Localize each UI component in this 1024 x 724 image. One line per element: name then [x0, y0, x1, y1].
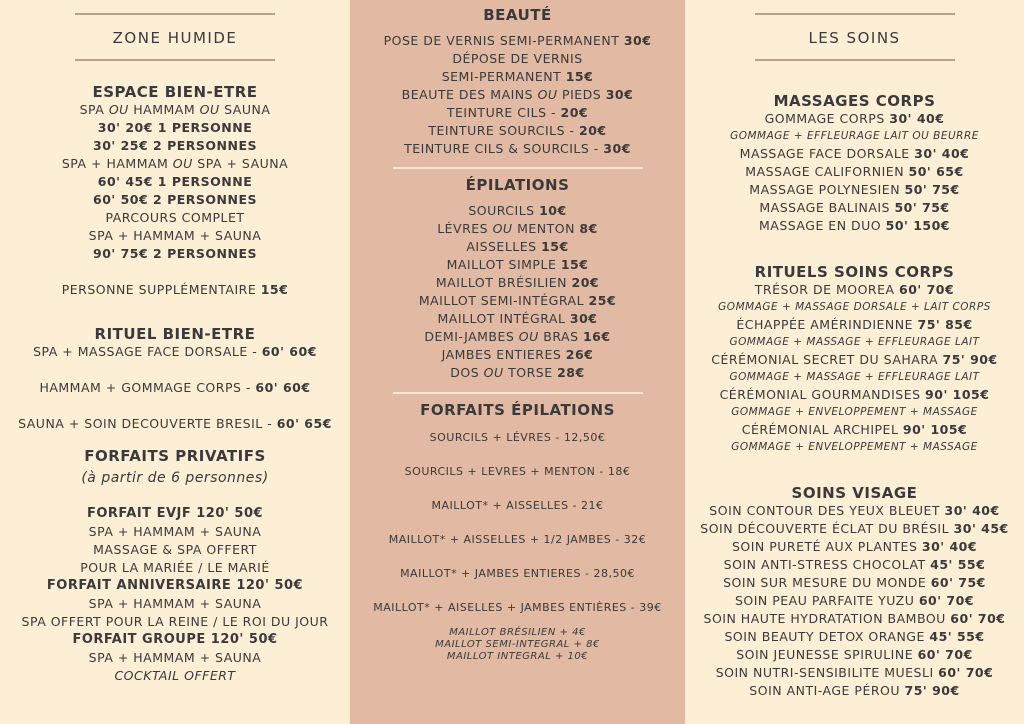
menu-line: PARCOURS COMPLET: [105, 210, 245, 225]
menu-line: TRÉSOR DE MOOREA 60' 70€: [754, 282, 955, 297]
menu-line: CÉRÉMONIAL SECRET DU SAHARA 75' 90€: [711, 352, 998, 367]
price-line: 60' 45€ 1 PERSONNE: [97, 174, 253, 189]
menu-line: SPA OFFERT POUR LA REINE / LE ROI DU JOUR: [21, 614, 329, 629]
menu-line: MAILLOT SIMPLE 15€: [446, 257, 589, 272]
menu-line: POSE DE VERNIS SEMI-PERMANENT 30€: [383, 33, 652, 48]
menu-line: SOIN HAUTE HYDRATATION BAMBOU 60' 70€: [703, 611, 1006, 626]
menu-line: CÉRÉMONIAL GOURMANDISES 90' 105€: [719, 387, 990, 402]
menu-line: MAILLOT* + AISSELLES - 21€: [431, 499, 604, 512]
divider: [393, 167, 643, 169]
divider: [755, 59, 955, 61]
menu-note: GOMMAGE + ENVELOPPEMENT + MASSAGE: [731, 441, 978, 453]
menu-line: SOIN PURETÉ AUX PLANTES 30' 40€: [731, 539, 978, 554]
section-subtitle: (à partir de 6 personnes): [81, 470, 269, 486]
price-line: 60' 50€ 2 PERSONNES: [93, 192, 257, 207]
menu-line: SOIN CONTOUR DES YEUX BLEUET 30' 40€: [709, 503, 1000, 518]
column-beaute: [350, 0, 685, 724]
menu-line: SOURCILS + LEVRES + MENTON - 18€: [404, 465, 631, 478]
section-title: ESPACE BIEN-ETRE: [92, 83, 258, 101]
divider: [75, 13, 275, 15]
menu-note: GOMMAGE + ENVELOPPEMENT + MASSAGE: [731, 406, 978, 418]
menu-line: MASSAGE FACE DORSALE 30' 40€: [739, 146, 970, 161]
menu-line: ÉCHAPPÉE AMÉRINDIENNE 75' 85€: [736, 317, 973, 332]
section-title: BEAUTÉ: [483, 6, 552, 24]
price-line: 30' 25€ 2 PERSONNES: [93, 138, 257, 153]
menu-line: SOIN PEAU PARFAITE YUZU 60' 70€: [734, 593, 975, 608]
menu-line: MASSAGE EN DUO 50' 150€: [758, 218, 950, 233]
menu-line: SOIN ANTI-STRESS CHOCOLAT 45' 55€: [723, 557, 986, 572]
section-title: FORFAITS PRIVATIFS: [84, 447, 266, 465]
section-title: RITUELS SOINS CORPS: [754, 263, 955, 281]
menu-line: SOIN ANTI-AGE PÉROU 75' 90€: [749, 683, 960, 698]
package-title: FORFAIT ANNIVERSAIRE 120' 50€: [46, 578, 304, 593]
menu-line: MASSAGE CALIFORNIEN 50' 65€: [745, 164, 964, 179]
menu-line: MAILLOT SEMI-INTÉGRAL 25€: [418, 293, 617, 308]
menu-line: SPA + HAMMAM + SAUNA: [88, 524, 262, 539]
column-title: ZONE HUMIDE: [112, 29, 238, 47]
menu-line: GOMMAGE CORPS 30' 40€: [764, 111, 945, 126]
menu-line: CÉRÉMONIAL ARCHIPEL 90' 105€: [741, 422, 968, 437]
menu-line: MAILLOT* + AISELLES + JAMBES ENTIÈRES - 39€: [373, 601, 662, 614]
menu-line: BEAUTE DES MAINS OU PIEDS 30€: [401, 87, 634, 102]
package-title: FORFAIT GROUPE 120' 50€: [72, 632, 278, 647]
menu-line: COCKTAIL OFFERT: [114, 668, 236, 683]
price-line: 30' 20€ 1 PERSONNE: [97, 120, 253, 135]
menu-line: MASSAGE POLYNESIEN 50' 75€: [749, 182, 960, 197]
menu-line: SEMI-PERMANENT 15€: [441, 69, 594, 84]
menu-line: MAILLOT BRÉSILIEN 20€: [435, 275, 600, 290]
column-title: LES SOINS: [808, 29, 901, 47]
section-title: MASSAGES CORPS: [773, 92, 936, 110]
menu-line: HAMMAM + GOMMAGE CORPS - 60' 60€: [39, 380, 311, 395]
menu-line: MASSAGE & SPA OFFERT: [93, 542, 257, 557]
menu-line: SOIN NUTRI-SENSIBILITE MUESLI 60' 70€: [715, 665, 994, 680]
menu-line: DOS OU TORSE 28€: [450, 365, 585, 380]
menu-line: SOURCILS + LÉVRES - 12,50€: [429, 431, 606, 444]
section-title: SOINS VISAGE: [791, 484, 918, 502]
menu-note: GOMMAGE + MASSAGE + EFFLEURAGE LAIT: [729, 336, 980, 348]
menu-line: TEINTURE CILS - 20€: [446, 105, 589, 120]
menu-line: POUR LA MARIÉE / LE MARIÉ: [80, 560, 270, 575]
menu-line: SAUNA + SOIN DECOUVERTE BRESIL - 60' 65€: [18, 416, 332, 431]
section-title: RITUEL BIEN-ETRE: [94, 325, 256, 343]
menu-line: AISSELLES 15€: [466, 239, 569, 254]
menu-line: SOIN JEUNESSE SPIRULINE 60' 70€: [736, 647, 973, 662]
package-title: FORFAIT EVJF 120' 50€: [86, 506, 264, 521]
menu-line: SPA + HAMMAM + SAUNA: [88, 228, 262, 243]
menu-line: SOIN DÉCOUVERTE ÉCLAT DU BRÉSIL 30' 45€: [700, 521, 1009, 536]
menu-line: JAMBES ENTIERES 26€: [441, 347, 594, 362]
section-title: FORFAITS ÉPILATIONS: [420, 401, 615, 419]
menu-note: GOMMAGE + MASSAGE + EFFLEURAGE LAIT: [729, 371, 980, 383]
menu-line: SPA + HAMMAM + SAUNA: [88, 596, 262, 611]
menu-line: DEMI-JAMBES OU BRAS 16€: [424, 329, 611, 344]
menu-line: SPA + HAMMAM OU SPA + SAUNA: [61, 156, 289, 171]
column-les-soins: [685, 0, 1024, 724]
section-title: ÉPILATIONS: [465, 176, 570, 194]
price-line: 90' 75€ 2 PERSONNES: [93, 246, 257, 261]
menu-note: GOMMAGE + MASSAGE DORSALE + LAIT CORPS: [718, 301, 991, 313]
menu-line: SOIN SUR MESURE DU MONDE 60' 75€: [723, 575, 986, 590]
divider: [75, 59, 275, 61]
menu-line: TEINTURE SOURCILS - 20€: [428, 123, 607, 138]
divider: [755, 13, 955, 15]
menu-line: MAILLOT INTÉGRAL 30€: [437, 311, 598, 326]
menu-line: TEINTURE CILS & SOURCILS - 30€: [404, 141, 631, 156]
menu-line: DÉPOSE DE VERNIS: [452, 51, 583, 66]
menu-line: MASSAGE BALINAIS 50' 75€: [759, 200, 950, 215]
menu-line: SPA + HAMMAM + SAUNA: [88, 650, 262, 665]
menu-line: SPA + MASSAGE FACE DORSALE - 60' 60€: [33, 344, 317, 359]
column-zone-humide: [0, 0, 350, 724]
menu-line: MAILLOT* + AISSELLES + 1/2 JAMBES - 32€: [388, 533, 647, 546]
menu-line: SPA OU HAMMAM OU SAUNA: [79, 102, 271, 117]
menu-line: PERSONNE SUPPLÉMENTAIRE 15€: [61, 282, 289, 297]
menu-note: GOMMAGE + EFFLEURAGE LAIT OU BEURRE: [730, 130, 979, 142]
divider: [393, 392, 643, 394]
menu-line: SOURCILS 10€: [468, 203, 567, 218]
menu-line: SOIN BEAUTY DETOX ORANGE 45' 55€: [724, 629, 985, 644]
menu-line: MAILLOT* + JAMBES ENTIERES - 28,50€: [400, 567, 635, 580]
footnote-line: MAILLOT BRÉSILIEN + 4€: [449, 627, 586, 638]
footnote-line: MAILLOT SEMI-INTEGRAL + 8€: [435, 639, 600, 650]
footnote-line: MAILLOT INTEGRAL + 10€: [446, 651, 589, 662]
menu-line: LÉVRES OU MENTON 8€: [437, 221, 598, 236]
